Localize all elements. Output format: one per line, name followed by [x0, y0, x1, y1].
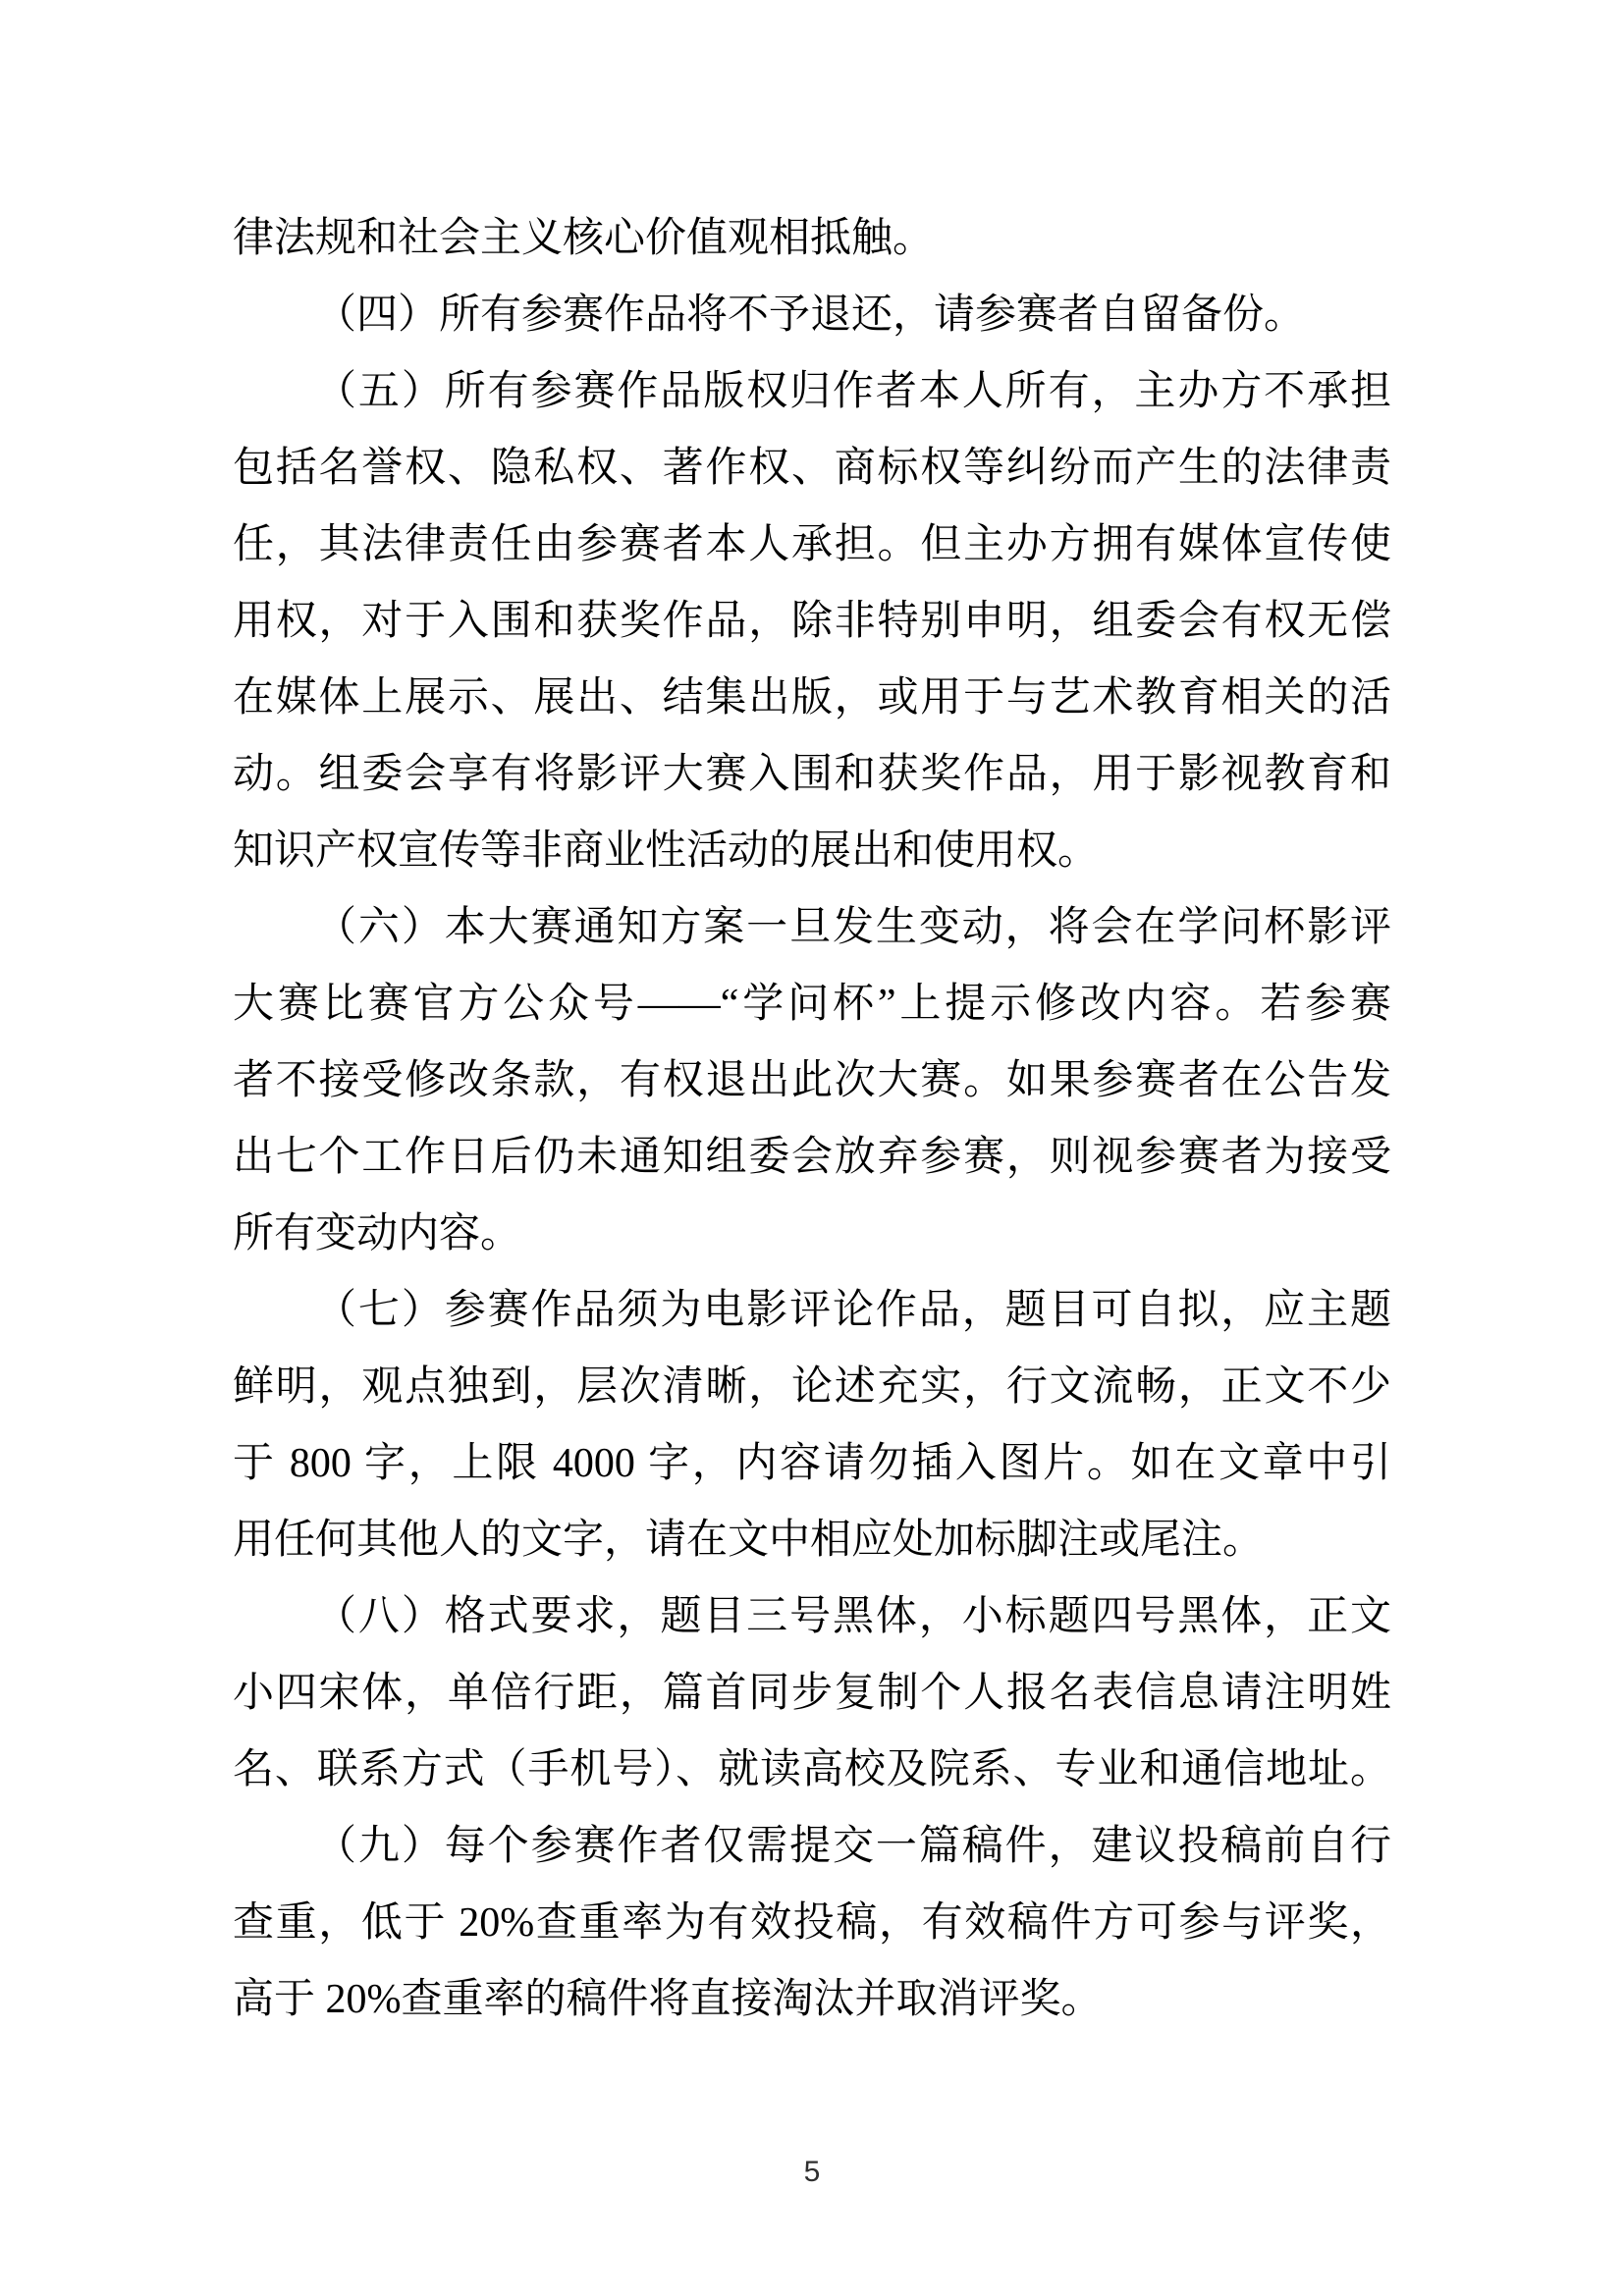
text-line: （六）本大赛通知方案一旦发生变动，将会在学问杯影评 [315, 905, 1391, 950]
text-line: 小四宋体，单倍行距，篇首同步复制个人报名表信息请注明姓 [233, 1671, 1391, 1716]
text-line: 律法规和社会主义核心价值观相抵触。 [233, 216, 935, 261]
text-line: 名、联系方式（手机号）、就读高校及院系、专业和通信地址。 [233, 1747, 1391, 1792]
text-line: 所有变动内容。 [233, 1211, 522, 1256]
text-line: 任，其法律责任由参赛者本人承担。但主办方拥有媒体宣传使 [233, 522, 1391, 567]
text-line: 高于 20%查重率的稿件将直接淘汰并取消评奖。 [233, 1977, 1103, 2022]
text-line: 鲜明，观点独到，层次清晰，论述充实，行文流畅，正文不少 [233, 1364, 1391, 1410]
text-line: 用权，对于入围和获奖作品，除非特别申明，组委会有权无偿 [233, 599, 1391, 644]
text-line: （七）参赛作品须为电影评论作品，题目可自拟，应主题 [315, 1288, 1391, 1333]
page-number: 5 [803, 2156, 821, 2188]
text-line: （五）所有参赛作品版权归作者本人所有，主办方不承担 [315, 369, 1391, 414]
text-line: 动。组委会享有将影评大赛入围和获奖作品，用于影视教育和 [233, 752, 1391, 797]
text-line: （四）所有参赛作品将不予退还，请参赛者自留备份。 [315, 293, 1306, 338]
document-body [233, 200, 1391, 2038]
text-line: 大赛比赛官方公众号——“学问杯”上提示修改内容。若参赛 [233, 982, 1391, 1027]
text-line: （九）每个参赛作者仅需提交一篇稿件，建议投稿前自行 [315, 1824, 1391, 1869]
text-line: 包括名誉权、隐私权、著作权、商标权等纠纷而产生的法律责 [233, 446, 1391, 491]
text-line: 在媒体上展示、展出、结集出版，或用于与艺术教育相关的活 [233, 675, 1391, 721]
text-line: 知识产权宣传等非商业性活动的展出和使用权。 [233, 828, 1100, 874]
text-line: 出七个工作日后仍未通知组委会放弃参赛，则视参赛者为接受 [233, 1135, 1391, 1180]
text-line: 查重，低于 20%查重率为有效投稿，有效稿件方可参与评奖， [233, 1900, 1391, 1946]
text-line: 者不接受修改条款，有权退出此次大赛。如果参赛者在公告发 [233, 1058, 1391, 1103]
text-line: 用任何其他人的文字，请在文中相应处加标脚注或尾注。 [233, 1518, 1265, 1563]
text-line: 于 800 字，上限 4000 字，内容请勿插入图片。如在文章中引 [233, 1441, 1391, 1486]
text-line: （八）格式要求，题目三号黑体，小标题四号黑体，正文 [315, 1594, 1391, 1639]
